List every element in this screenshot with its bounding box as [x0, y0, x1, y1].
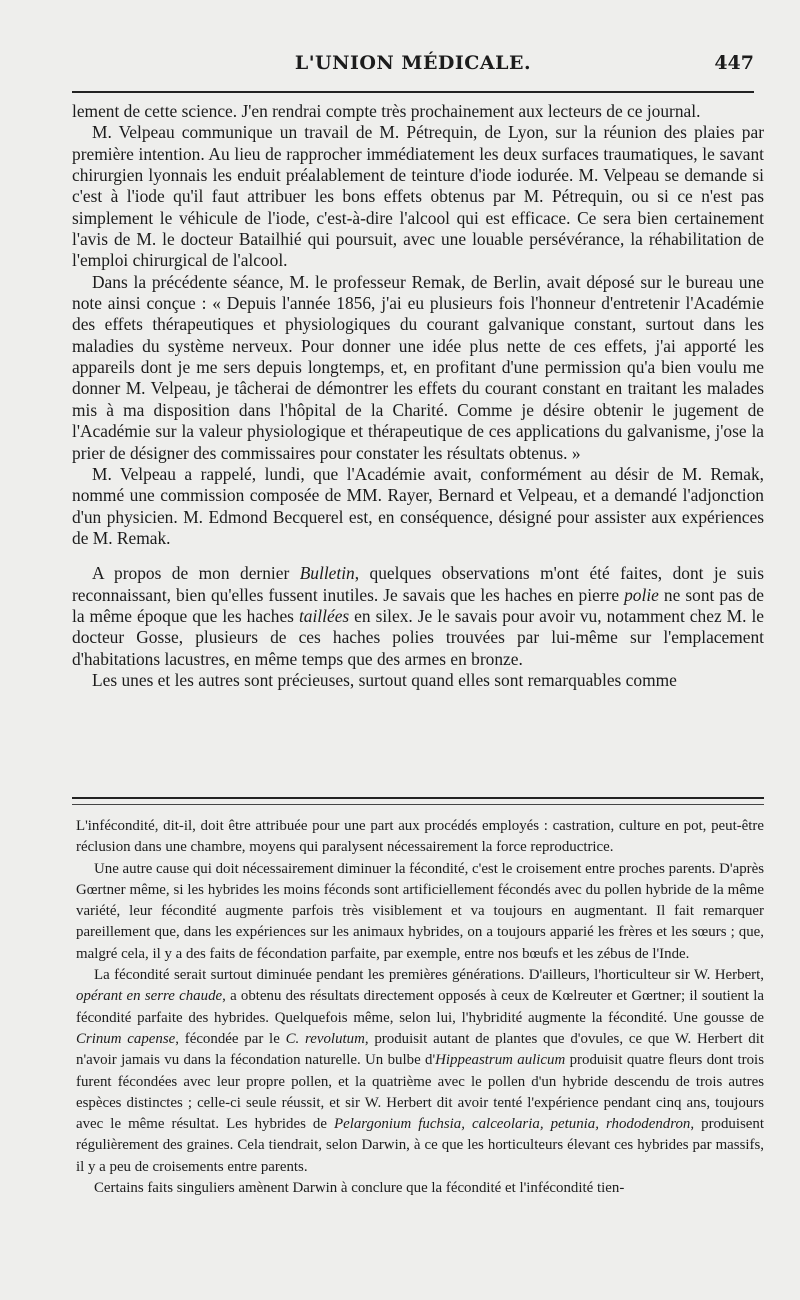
paragraph: A propos de mon dernier Bulletin, quelques observations m'ont été faites, dont je suis reconnaissant, bien qu'elles fussent inutiles. Je savais que les haches en pierre polie ne sont pas de la même époque que les haches taillées en silex. Je le savais pour avoir vu, notamment chez M. le docteur Gosse, plusieurs de ces haches polies trouvées par lui-même sur l'emplacement d'habitations lacustres, en même temps que des armes en bronze. [72, 563, 765, 669]
feuilleton-text [76, 816, 764, 1199]
page-header [72, 52, 754, 78]
italic-term: polie [624, 584, 659, 605]
italic-term: Hippeastrum aulicum [435, 1052, 566, 1069]
paragraph: Dans la précédente séance, M. le professeur Remak, de Berlin, avait déposé sur le bureau une note ainsi conçue : « Depuis l'année 1856, j'ai eu plusieurs fois l'honneur d'entretenir l'Académie des effets thérapeutiques et physiologiques du courant galvanique constant, surtout dans les maladies du système nerveux. Pour donner une idée plus nette de ces effets, j'ai apporté les appareils dont je me sers depuis longtemps, et, en profitant d'une permission qu'a bien voulu me donner M. Velpeau, je tâcherai de démontrer les effets du courant constant en traitant les malades mis à ma disposition dans l'hôpital de la Charité. Comme je désire obtenir le jugement de l'Académie sur la valeur physiologique et thérapeutique de ces applications du galvanisme, j'ose la prier de désigner des commissaires pour constater les résultats obtenus. » [72, 271, 764, 463]
page-number: 447 [714, 52, 754, 74]
note-paragraph: Une autre cause qui doit nécessairement diminuer la fécondité, c'est le croisement entre proches parents. D'après Gœrtner même, si les hybrides les moins féconds sont artificiellement fécondés avec du pollen hybride de la même variété, leur fécondité augmente parfois très visiblement et va toujours en augmentant. Il fait remarquer pareillement que, dans les expériences sur les animaux hybrides, on a toujours apparié les frères et les sœurs ; que, malgré cela, il y a des faits de fécondation parfaite, par exemple, entre nos bœufs et les zébus de l'Inde. [76, 860, 764, 962]
section-gap [72, 549, 764, 563]
italic-term: C. revolutum [285, 1030, 365, 1047]
italic-term: opérant en serre chaude [76, 988, 223, 1005]
note-paragraph: La fécondité serait surtout diminuée pendant les premières générations. D'ailleurs, l'horticulteur sir W. Herbert, opérant en serre chaude, a obtenu des résultats directement opposés à ceux de Kœlreuter et Gœrtner; il soutient la fécondité parfaite des hybrides. Quelquefois même, selon lui, l'hybridité augmente la fécondité. Une gousse de Crinum capense, fécondée par le C. revolutum, produisit autant de plantes que d'ovules, ce que W. Herbert dit n'avoir jamais vu dans la fécondation naturelle. Un bulbe d'Hippeastrum aulicum produisit quatre fleurs dont trois furent fécondées avec leur propre pollen, et la quatrième avec le pollen d'un hybride descendu de trois autres espèces distinctes ; celle-ci seule réussit, et sir W. Herbert dit avoir tenté l'expérience pendant cinq ans, toujours avec le même résultat. Les hybrides de Pelargonium fuchsia, calceolaria, petunia, rhododendron, produisent régulièrement des graines. Cela tiendrait, selon Darwin, à ce que les horticulteurs élevant ces hybrides par massifs, il y a peu de croisements entre parents. [76, 967, 764, 1175]
paragraph: M. Velpeau a rappelé, lundi, que l'Académie avait, conformément au désir de M. Remak, nommé une commission composée de MM. Rayer, Bernard et Velpeau, et a demandé l'adjonction d'un physicien. M. Edmond Becquerel est, en conséquence, désigné pour assister aux expériences de M. Remak. [72, 463, 764, 548]
note-paragraph: Certains faits singuliers amènent Darwin à conclure que la fécondité et l'infécondité tien- [94, 1180, 625, 1197]
italic-term: Bulletin [299, 563, 355, 584]
italic-term: Pelargonium fuchsia, calceolaria, petunia, rhododendron [334, 1116, 691, 1133]
running-title: L'UNION MÉDICALE. [294, 52, 532, 74]
paragraph: lement de cette science. J'en rendrai compte très prochainement aux lecteurs de ce journal. [72, 101, 701, 121]
header-rule [72, 91, 754, 93]
feuilleton-separator [72, 797, 764, 805]
paragraph: Les unes et les autres sont précieuses, surtout quand elles sont remarquables comme [92, 669, 677, 690]
italic-term: Crinum capense [76, 1030, 176, 1047]
italic-term: taillées [298, 605, 350, 626]
main-text [72, 101, 764, 691]
paragraph: M. Velpeau communique un travail de M. Pétrequin, de Lyon, sur la réunion des plaies par première intention. Au lieu de rapprocher immédiatement les deux surfaces traumatiques, le savant chirurgien lyonnais les enduit préalablement de teinture d'iode iodurée. M. Velpeau se demande si c'est à l'iode qu'il faut attribuer les bons effets obtenus par M. Pétrequin, ou si ce n'est pas simplement le véhicule de l'iode, c'est-à-dire l'alcool qui est efficace. Ce sera bien certainement l'avis de M. le docteur Batailhié qui poursuit, avec une louable persévérance, la réhabilitation de l'emploi chirurgical de l'alcool. [72, 122, 764, 271]
note-paragraph: L'infécondité, dit-il, doit être attribuée pour une part aux procédés employés : castration, culture en pot, peut-être réclusion dans une chambre, moyens qui paralysent nécessairement la force reproductrice. [76, 818, 764, 856]
